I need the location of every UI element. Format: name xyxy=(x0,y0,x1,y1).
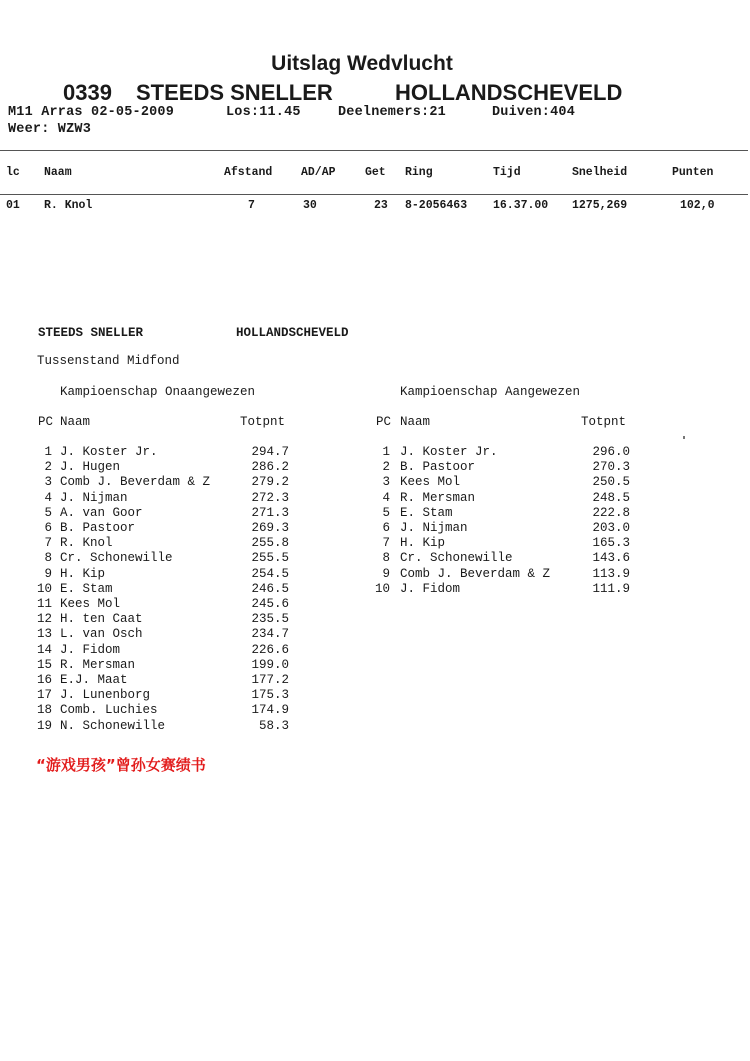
standing-position: 15 xyxy=(36,657,52,672)
cell-name: R. Knol xyxy=(44,199,93,212)
cell-adap: 30 xyxy=(303,199,317,212)
standing-total: 175.3 xyxy=(251,688,289,703)
standing-total: 199.0 xyxy=(251,657,289,672)
standing-name: H. Kip xyxy=(400,536,446,551)
standing-name: R. Mersman xyxy=(400,490,476,505)
cell-distance: 7 xyxy=(248,199,255,212)
document-title: Uitslag Wedvlucht xyxy=(271,52,453,75)
standing-total: 111.9 xyxy=(592,581,630,596)
release-time: Los:11.45 xyxy=(226,105,301,120)
standing-position: 11 xyxy=(36,597,52,611)
standing-name: L. van Osch xyxy=(60,627,143,642)
left-col-naam: Naam xyxy=(60,415,91,429)
standing-total: 254.5 xyxy=(251,566,289,581)
standing-total: 226.6 xyxy=(251,642,289,657)
standing-position: 3 xyxy=(44,475,52,490)
standing-total: 279.2 xyxy=(251,475,289,490)
left-championship-title: Kampioenschap Onaangewezen xyxy=(60,385,256,399)
standing-name: Comb. Luchies xyxy=(60,703,158,718)
divider-header xyxy=(0,194,748,195)
standing-position: 10 xyxy=(36,581,52,596)
club-number: 0339 xyxy=(63,80,112,105)
standing-name: Kees Mol xyxy=(400,475,461,490)
standing-position: 6 xyxy=(44,521,52,535)
standing-total: 235.5 xyxy=(251,612,289,627)
standing-total: 222.8 xyxy=(592,505,630,520)
standing-name: R. Knol xyxy=(60,536,113,551)
standing-total: 245.6 xyxy=(251,597,289,611)
standing-position: 5 xyxy=(44,505,52,520)
chinese-caption: “游戏男孩”曾孙女赛绩书 xyxy=(36,756,206,774)
standing-total: 143.6 xyxy=(592,551,630,566)
scan-speck xyxy=(683,436,685,439)
standing-name: J. Fidom xyxy=(400,581,461,596)
standing-name: H. ten Caat xyxy=(60,612,143,627)
standing-total: 250.5 xyxy=(592,475,630,490)
standing-name: Cr. Schonewille xyxy=(60,551,173,566)
header-naam: Naam xyxy=(44,166,72,179)
standing-total: 58.3 xyxy=(258,718,289,733)
cell-ring: 8-2056463 xyxy=(405,199,468,212)
standing-position: 1 xyxy=(382,445,390,459)
race-info: M11 Arras 02-05-2009 xyxy=(8,105,175,120)
standing-position: 9 xyxy=(44,566,52,581)
standing-position: 2 xyxy=(382,460,390,475)
cell-speed: 1275,269 xyxy=(572,199,628,212)
standing-total: 286.2 xyxy=(251,460,289,475)
standing-name: N. Schonewille xyxy=(60,718,166,733)
standing-name: J. Koster Jr. xyxy=(60,445,158,459)
standing-total: 255.5 xyxy=(251,551,289,566)
standing-name: E.J. Maat xyxy=(60,673,128,687)
standing-name: Kees Mol xyxy=(60,597,121,611)
standing-total: 270.3 xyxy=(592,460,630,475)
club-place: HOLLANDSCHEVELD xyxy=(395,80,623,105)
standing-position: 16 xyxy=(36,673,52,687)
standing-total: 113.9 xyxy=(592,566,630,581)
standing-position: 10 xyxy=(374,581,390,596)
standing-position: 2 xyxy=(44,460,52,475)
standing-name: J. Lunenborg xyxy=(60,688,151,703)
standing-name: J. Hugen xyxy=(60,460,121,475)
header-get: Get xyxy=(365,166,386,179)
right-col-pc: PC xyxy=(376,415,392,429)
standing-position: 6 xyxy=(382,521,390,535)
pigeons-count: Duiven:404 xyxy=(492,105,576,120)
standing-name: A. van Goor xyxy=(60,505,143,520)
standing-name: J. Nijman xyxy=(400,521,468,535)
standing-position: 7 xyxy=(44,536,52,551)
standing-position: 19 xyxy=(36,718,52,733)
standing-name: B. Pastoor xyxy=(400,460,476,475)
standings-club-name: STEEDS SNELLER xyxy=(38,326,144,340)
header-lc: lc xyxy=(6,166,20,179)
standing-position: 5 xyxy=(382,505,390,520)
standing-name: Comb J. Beverdam & Z xyxy=(400,566,551,581)
standing-position: 9 xyxy=(382,566,390,581)
standing-position: 14 xyxy=(36,642,52,657)
header-afstand: Afstand xyxy=(224,166,273,179)
divider-top xyxy=(0,150,748,151)
standing-name: B. Pastoor xyxy=(60,521,136,535)
standing-total: 271.3 xyxy=(251,505,289,520)
standing-name: Comb J. Beverdam & Z xyxy=(60,475,211,490)
right-col-naam: Naam xyxy=(400,415,431,429)
cell-pos: 01 xyxy=(6,199,20,212)
standing-total: 255.8 xyxy=(251,536,289,551)
header-adap: AD/AP xyxy=(301,166,336,179)
header-punten: Punten xyxy=(672,166,714,179)
left-col-pc: PC xyxy=(38,415,54,429)
standing-position: 3 xyxy=(382,475,390,490)
standing-total: 272.3 xyxy=(251,490,289,505)
standing-name: R. Mersman xyxy=(60,657,136,672)
participants-count: Deelnemers:21 xyxy=(338,105,446,120)
standing-total: 296.0 xyxy=(592,445,630,459)
standing-total: 203.0 xyxy=(592,521,630,535)
standing-total: 269.3 xyxy=(251,521,289,535)
cell-points: 102,0 xyxy=(680,199,715,212)
standing-name: E. Stam xyxy=(400,505,453,520)
standing-position: 18 xyxy=(36,703,52,718)
weather-info: Weer: WZW3 xyxy=(8,122,92,137)
standing-name: Cr. Schonewille xyxy=(400,551,513,566)
standing-position: 7 xyxy=(382,536,390,551)
standing-total: 246.5 xyxy=(251,581,289,596)
standing-position: 4 xyxy=(382,490,390,505)
standing-total: 165.3 xyxy=(592,536,630,551)
header-snelheid: Snelheid xyxy=(572,166,628,179)
standing-position: 13 xyxy=(36,627,52,642)
cell-get: 23 xyxy=(374,199,388,212)
standing-position: 1 xyxy=(44,445,52,459)
standing-name: J. Koster Jr. xyxy=(400,445,498,459)
standing-total: 177.2 xyxy=(251,673,289,687)
standings-subtitle: Tussenstand Midfond xyxy=(37,354,180,368)
standing-total: 174.9 xyxy=(251,703,289,718)
standing-total: 248.5 xyxy=(592,490,630,505)
standing-name: E. Stam xyxy=(60,581,113,596)
standings-club-place: HOLLANDSCHEVELD xyxy=(236,326,349,340)
header-ring: Ring xyxy=(405,166,433,179)
right-col-totpnt: Totpnt xyxy=(581,415,627,429)
standing-name: J. Nijman xyxy=(60,490,128,505)
standing-position: 8 xyxy=(44,551,52,566)
header-tijd: Tijd xyxy=(493,166,521,179)
standing-position: 8 xyxy=(382,551,390,566)
club-name: STEEDS SNELLER xyxy=(136,80,333,105)
standing-total: 294.7 xyxy=(251,445,289,459)
cell-time: 16.37.00 xyxy=(493,199,549,212)
standing-name: J. Fidom xyxy=(60,642,121,657)
right-championship-title: Kampioenschap Aangewezen xyxy=(400,385,581,399)
standing-position: 4 xyxy=(44,490,52,505)
standing-position: 17 xyxy=(36,688,52,703)
standing-name: H. Kip xyxy=(60,566,106,581)
standing-position: 12 xyxy=(36,612,52,627)
left-col-totpnt: Totpnt xyxy=(240,415,286,429)
standing-total: 234.7 xyxy=(251,627,289,642)
